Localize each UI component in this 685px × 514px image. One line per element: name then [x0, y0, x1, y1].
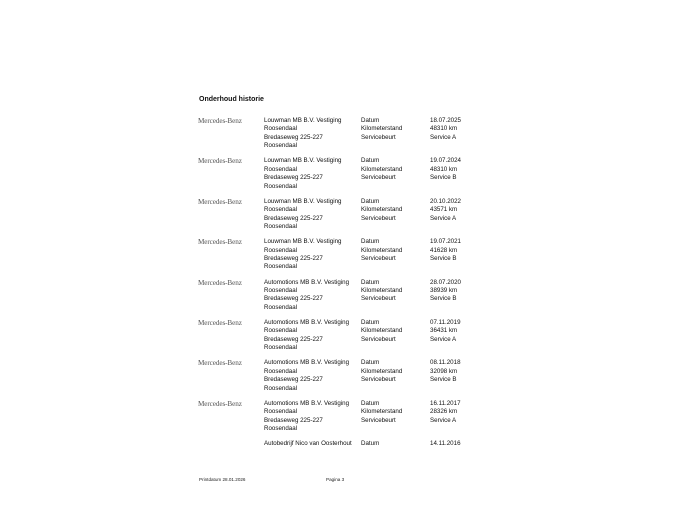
dealer-address-line: Bredaseweg 225-227: [264, 254, 323, 262]
dealer-name: Louwman MB B.V. Vestiging: [264, 238, 342, 246]
mercedes-benz-logo: Mercedes-Benz: [198, 117, 242, 125]
dealer-address-line: Roosendaal: [264, 303, 298, 311]
dealer-address-line: Roosendaal: [264, 182, 298, 190]
dealer-name: Automotions MB B.V. Vestiging: [264, 318, 350, 326]
field-label: Datum: [361, 278, 380, 286]
maintenance-record: [198, 198, 498, 238]
mileage: 43571 km: [430, 206, 458, 214]
maintenance-record: [198, 157, 498, 197]
maintenance-record: [198, 238, 498, 278]
dealer-address-line: Roosendaal: [264, 165, 298, 173]
dealer-address-line: Bredaseweg 225-227: [264, 335, 323, 343]
service-date: 14.11.2016: [430, 440, 461, 448]
field-values: [430, 440, 490, 448]
field-label: Kilometerstand: [361, 125, 403, 133]
dealer-address-line: Bredaseweg 225-227: [264, 416, 323, 424]
dealer-address-line: Roosendaal: [264, 223, 298, 230]
maintenance-record: [198, 117, 498, 157]
mileage: 38939 km: [430, 286, 458, 294]
service-type: Service B: [430, 376, 457, 384]
field-label: Kilometerstand: [361, 286, 403, 294]
service-type: Service A: [430, 335, 457, 343]
dealer-address-line: Roosendaal: [264, 125, 298, 133]
dealer-address-line: Bredaseweg 225-227: [264, 174, 323, 182]
field-label: Datum: [361, 197, 380, 205]
dealer-name: Automotions MB B.V. Vestiging: [264, 359, 350, 367]
dealer-address-line: Roosendaal: [264, 424, 298, 432]
field-labels: [361, 279, 431, 304]
field-label: Datum: [361, 440, 380, 448]
field-labels: [361, 198, 431, 223]
dealer-address-line: Roosendaal: [264, 408, 298, 416]
field-labels: [361, 400, 431, 425]
dealer-address-line: Bredaseweg 225-227: [264, 295, 323, 303]
service-date: 28.07.2020: [430, 278, 461, 286]
field-values: [430, 198, 490, 223]
field-labels: [361, 117, 431, 142]
mercedes-benz-logo: Mercedes-Benz: [198, 318, 242, 327]
mercedes-benz-logo: Mercedes-Benz: [198, 359, 242, 368]
service-type: Service B: [430, 254, 457, 262]
field-labels: [361, 157, 431, 182]
field-values: [430, 279, 490, 304]
field-label: Kilometerstand: [361, 165, 403, 173]
dealer-address-line: Roosendaal: [264, 327, 298, 335]
field-labels: [361, 359, 431, 384]
field-label: Datum: [361, 318, 380, 326]
field-values: [430, 359, 490, 384]
dealer-address: [264, 198, 362, 232]
service-type: Service A: [430, 214, 457, 222]
dealer-address-line: Roosendaal: [264, 263, 298, 271]
field-labels: [361, 440, 431, 448]
dealer-address-line: Bredaseweg 225-227: [264, 133, 323, 141]
dealer-name: Louwman MB B.V. Vestiging: [264, 197, 342, 205]
maintenance-records-list: [198, 117, 498, 481]
mercedes-benz-logo: Mercedes-Benz: [198, 238, 242, 247]
dealer-address: [264, 157, 362, 191]
field-label: Kilometerstand: [361, 206, 403, 214]
dealer-address: [264, 319, 362, 353]
dealer-address-line: Roosendaal: [264, 344, 298, 352]
mileage: 36431 km: [430, 327, 458, 335]
dealer-address-line: Roosendaal: [264, 286, 298, 294]
page-number: Pagina 3: [326, 477, 345, 482]
field-label: Servicebeurt: [361, 133, 396, 141]
mercedes-benz-logo: Mercedes-Benz: [198, 399, 242, 408]
dealer-address-line: Roosendaal: [264, 206, 298, 214]
field-labels: [361, 319, 431, 344]
mileage: 41628 km: [430, 246, 458, 254]
field-label: Servicebeurt: [361, 335, 396, 343]
dealer-address: [264, 117, 362, 151]
service-date: 20.10.2022: [430, 197, 461, 205]
service-date: 19.07.2021: [430, 238, 461, 246]
service-date: 16.11.2017: [430, 399, 461, 407]
dealer-address: [264, 238, 362, 272]
field-values: [430, 400, 490, 425]
field-label: Kilometerstand: [361, 408, 403, 416]
dealer-address-line: Bredaseweg 225-227: [264, 376, 323, 384]
field-label: Kilometerstand: [361, 246, 403, 254]
field-label: Servicebeurt: [361, 295, 396, 303]
field-values: [430, 319, 490, 344]
dealer-address: [264, 440, 362, 448]
field-label: Datum: [361, 399, 380, 407]
dealer-name: Autobedrijf Nico van Oosterhout: [264, 440, 352, 448]
maintenance-record: [198, 319, 498, 359]
field-label: Servicebeurt: [361, 416, 396, 424]
dealer-name: Automotions MB B.V. Vestiging: [264, 278, 350, 286]
print-date: Printdatum 28.01.2026: [199, 477, 246, 482]
dealer-address-line: Roosendaal: [264, 384, 298, 392]
maintenance-record: [198, 440, 498, 480]
mileage: 32098 km: [430, 367, 458, 375]
field-values: [430, 157, 490, 182]
dealer-address: [264, 279, 362, 313]
field-label: Servicebeurt: [361, 376, 396, 384]
mileage: 48310 km: [430, 165, 458, 173]
field-label: Datum: [361, 359, 380, 367]
mercedes-benz-logo: Mercedes-Benz: [198, 278, 242, 287]
field-label: Datum: [361, 157, 380, 165]
service-type: Service B: [430, 174, 457, 182]
dealer-name: Louwman MB B.V. Vestiging: [264, 117, 342, 124]
field-label: Kilometerstand: [361, 367, 403, 375]
dealer-address: [264, 359, 362, 393]
mileage: 28326 km: [430, 408, 458, 416]
service-date: 18.07.2025: [430, 117, 461, 124]
field-labels: [361, 238, 431, 263]
dealer-address-line: Roosendaal: [264, 246, 298, 254]
service-type: Service A: [430, 416, 457, 424]
field-label: Datum: [361, 117, 380, 124]
mileage: 48310 km: [430, 125, 458, 133]
field-label: Servicebeurt: [361, 254, 396, 262]
mercedes-benz-logo: Mercedes-Benz: [198, 197, 242, 206]
service-date: 19.07.2024: [430, 157, 461, 165]
dealer-address-line: Bredaseweg 225-227: [264, 214, 323, 222]
service-date: 07.11.2019: [430, 318, 461, 326]
service-type: Service A: [430, 133, 457, 141]
dealer-name: Louwman MB B.V. Vestiging: [264, 157, 342, 165]
page-title: Onderhoud historie: [199, 96, 264, 103]
field-label: Kilometerstand: [361, 327, 403, 335]
maintenance-record: [198, 279, 498, 319]
dealer-name: Automotions MB B.V. Vestiging: [264, 399, 350, 407]
field-label: Servicebeurt: [361, 214, 396, 222]
dealer-address-line: Roosendaal: [264, 142, 298, 150]
service-date: 08.11.2018: [430, 359, 461, 367]
field-values: [430, 117, 490, 142]
field-label: Datum: [361, 238, 380, 246]
maintenance-record: [198, 400, 498, 440]
service-type: Service B: [430, 295, 457, 303]
mercedes-benz-logo: Mercedes-Benz: [198, 157, 242, 166]
dealer-address-line: Roosendaal: [264, 367, 298, 375]
dealer-address: [264, 400, 362, 434]
maintenance-record: [198, 359, 498, 399]
field-values: [430, 238, 490, 263]
field-label: Servicebeurt: [361, 174, 396, 182]
